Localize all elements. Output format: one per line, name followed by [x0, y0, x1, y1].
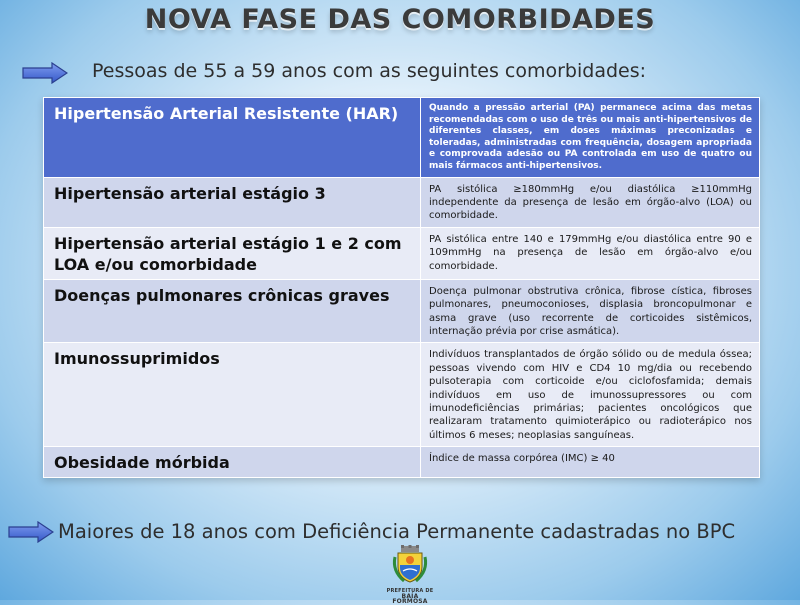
comorbidity-description: Doença pulmonar obstrutiva crônica, fibrose cística, fibroses pulmonares, pneumoconioses, displasia broncopulmonar e asma grave (uso recorrente de corticoides sistêmicos, internação prévia por crise asmática). [421, 279, 760, 343]
right-arrow-icon [22, 62, 68, 84]
municipal-coat-of-arms-icon [390, 545, 430, 585]
comorbidities-table [43, 97, 760, 478]
page-title: NOVA FASE DAS COMORBIDADES [144, 4, 656, 35]
comorbidity-name: Hipertensão Arterial Resistente (HAR) [44, 98, 421, 178]
comorbidity-name: Imunossuprimidos [44, 343, 421, 447]
table-row [44, 279, 760, 343]
comorbidity-description: Quando a pressão arterial (PA) permanece acima das metas recomendadas com o uso de três ou mais anti-hipertensivos de diferentes classes, em doses máximas preconizadas e toleradas, administradas com frequência, dosagem apropriada e comprovada adesão ou PA controlada em uso de quatro ou mais fármacos anti-hipertensivos. [421, 98, 760, 178]
comorbidity-description: PA sistólica entre 140 e 179mmHg e/ou diastólica entre 90 e 109mmHg na presença de lesão em órgão-alvo e/ou comorbidade. [421, 227, 760, 279]
subtitle-age-group: Pessoas de 55 a 59 anos com as seguintes comorbidades: [92, 60, 647, 82]
table-row [44, 177, 760, 227]
comorbidity-name: Hipertensão arterial estágio 3 [44, 177, 421, 227]
comorbidity-name: Obesidade mórbida [44, 447, 421, 478]
table-row [44, 227, 760, 279]
table-row [44, 447, 760, 478]
municipal-logo [384, 545, 436, 605]
logo-caption-line1: PREFEITURA DE [386, 588, 434, 594]
logo-caption-line2: BAÍA FORMOSA [392, 593, 428, 605]
comorbidity-description: PA sistólica ≥180mmHg e/ou diastólica ≥110mmHg independente da presença de lesão em órgão-alvo (LOA) ou comorbidade. [421, 177, 760, 227]
comorbidity-description: Indivíduos transplantados de órgão sólido ou de medula óssea; pessoas vivendo com HIV e CD4 10 mg/dia ou recebendo pulsoterapia com corticoide e/ou ciclofosfamida; demais indivíduos em uso de imunossupressores ou com imunodeficiências primárias; pacientes oncológicos que realizaram tratamento quimioterápico ou radioterápico nos últimos 6 meses; neoplasias sanguíneas. [421, 343, 760, 447]
right-arrow-icon [8, 521, 54, 543]
comorbidity-description: Índice de massa corpórea (IMC) ≥ 40 [421, 447, 760, 478]
table-row [44, 98, 760, 178]
subtitle-disability: Maiores de 18 anos com Deficiência Permanente cadastradas no BPC [58, 520, 736, 543]
comorbidity-name: Hipertensão arterial estágio 1 e 2 com LOA e/ou comorbidade [44, 227, 421, 279]
table-row [44, 343, 760, 447]
comorbidity-name: Doenças pulmonares crônicas graves [44, 279, 421, 343]
